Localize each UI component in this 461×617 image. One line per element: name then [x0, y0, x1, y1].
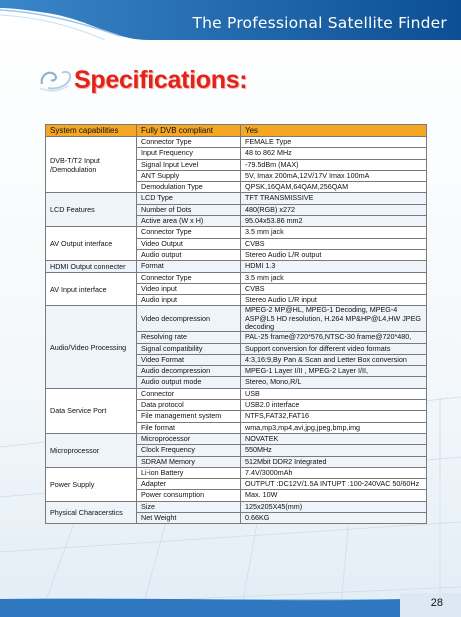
spec-value: 3.5 mm jack — [241, 272, 427, 283]
spec-parameter: Demodulation Type — [137, 182, 241, 193]
spec-value: wma,mp3,mp4,avi,jpg,jpeg,bmp,img — [241, 422, 427, 433]
spec-value: CVBS — [241, 283, 427, 294]
spec-value: Stereo Audio L/R input — [241, 295, 427, 306]
spec-parameter: Connector Type — [137, 227, 241, 238]
spec-parameter: Audio decompression — [137, 366, 241, 377]
spec-value: 125x205X45(mm) — [241, 501, 427, 512]
spec-parameter: Number of Dots — [137, 204, 241, 215]
spec-value: PAL-25 frame@720*576,NTSC-30 frame@720*480, — [241, 332, 427, 343]
table-header-cell: Yes — [241, 125, 427, 137]
banner-title: The Professional Satellite Finder — [192, 14, 447, 32]
specifications-table — [45, 124, 427, 524]
spec-value: 95.04x53.86 mm2 — [241, 216, 427, 227]
spec-value: 4:3,16:9,By Pan & Scan and Letter Box conversion — [241, 354, 427, 365]
spec-parameter: Audio output mode — [137, 377, 241, 388]
spec-value: HDMI 1.3 — [241, 261, 427, 272]
table-row — [46, 388, 427, 399]
spec-parameter: File management system — [137, 411, 241, 422]
spec-value: USB — [241, 388, 427, 399]
spec-parameter: Connector — [137, 388, 241, 399]
spec-value: MPEG-1 Layer I/II , MPEG-2 Layer I/II, — [241, 366, 427, 377]
table-row — [46, 193, 427, 204]
table-row — [46, 433, 427, 444]
spec-value: Support conversion for different video formats — [241, 343, 427, 354]
spec-parameter: Adapter — [137, 479, 241, 490]
spec-value: Stereo Audio L/R output — [241, 249, 427, 260]
spec-value: CVBS — [241, 238, 427, 249]
spec-parameter: Video decompression — [137, 306, 241, 332]
swirl-logo-icon — [38, 66, 74, 92]
spec-parameter: File format — [137, 422, 241, 433]
table-row — [46, 137, 427, 148]
spec-value: -79.5dBm (MAX) — [241, 159, 427, 170]
spec-value: 512Mbit DDR2 Integrated — [241, 456, 427, 467]
spec-parameter: Video Output — [137, 238, 241, 249]
spec-parameter: Audio input — [137, 295, 241, 306]
spec-parameter: Input Frequency — [137, 148, 241, 159]
spec-category: Power Supply — [46, 467, 137, 501]
page-number: 28 — [430, 597, 443, 609]
spec-value: 3.5 mm jack — [241, 227, 427, 238]
spec-category: AV Output interface — [46, 227, 137, 261]
section-title: Specifications: — [74, 66, 248, 94]
spec-value: QPSK,16QAM,64QAM,256QAM — [241, 182, 427, 193]
spec-parameter: Resolving rate — [137, 332, 241, 343]
spec-parameter: Audio output — [137, 249, 241, 260]
spec-value: 5V, Imax 200mA,12V/17V Imax 100mA — [241, 170, 427, 181]
spec-value: OUTPUT :DC12V/1.5A INTUPT :100-240VAC 50/60Hz — [241, 479, 427, 490]
spec-category: Physical Characerstics — [46, 501, 137, 524]
spec-category: Audio/Video Processing — [46, 306, 137, 388]
spec-parameter: SDRAM Memory — [137, 456, 241, 467]
table-header-row — [46, 125, 427, 137]
spec-parameter: Li-ion Battery — [137, 467, 241, 478]
spec-parameter: Data protocol — [137, 400, 241, 411]
spec-category: Microprocessor — [46, 433, 137, 467]
spec-parameter: Microprocessor — [137, 433, 241, 444]
table-row — [46, 261, 427, 272]
spec-value: Max. 10W — [241, 490, 427, 501]
footer-bar — [0, 593, 461, 617]
spec-category: DVB-T/T2 Input /Demodulation — [46, 137, 137, 193]
spec-value: 550MHz — [241, 445, 427, 456]
spec-value: 480(RGB) x272 — [241, 204, 427, 215]
spec-parameter: Video Format — [137, 354, 241, 365]
table-header-cell: Fully DVB compliant — [137, 125, 241, 137]
spec-value: 0.66KG — [241, 513, 427, 524]
table-row — [46, 306, 427, 332]
spec-value: 48 to 862 MHz — [241, 148, 427, 159]
spec-parameter: Active area (W x H) — [137, 216, 241, 227]
table-row — [46, 227, 427, 238]
spec-value: NOVATEK — [241, 433, 427, 444]
table-row — [46, 501, 427, 512]
spec-category: AV Input interface — [46, 272, 137, 306]
spec-value: Stereo, Mono,R/L — [241, 377, 427, 388]
spec-parameter: Signal compatibility — [137, 343, 241, 354]
spec-value: TFT TRANSMISSIVE — [241, 193, 427, 204]
spec-parameter: Signal Input Level — [137, 159, 241, 170]
spec-category: LCD Features — [46, 193, 137, 227]
spec-parameter: Format — [137, 261, 241, 272]
spec-value: NTFS,FAT32,FAT16 — [241, 411, 427, 422]
table-header-cell: System capabilities — [46, 125, 137, 137]
table-row — [46, 272, 427, 283]
spec-value: USB2.0 interface — [241, 400, 427, 411]
spec-parameter: Size — [137, 501, 241, 512]
spec-value: FEMALE Type — [241, 137, 427, 148]
spec-value: MPEG-2 MP@HL, MPEG-1 Decoding, MPEG-4 ASP@L5 HD resolution, H.264 MP&HP@L4,HW JPEG decoding — [241, 306, 427, 332]
spec-parameter: Net Weight — [137, 513, 241, 524]
spec-parameter: Connector Type — [137, 137, 241, 148]
spec-parameter: Clock Frequency — [137, 445, 241, 456]
spec-parameter: Power consumption — [137, 490, 241, 501]
spec-parameter: Video input — [137, 283, 241, 294]
spec-category: Data Service Port — [46, 388, 137, 433]
spec-category: HDMI Output connecter — [46, 261, 137, 272]
table-row — [46, 467, 427, 478]
spec-value: 7.4V/3000mAh — [241, 467, 427, 478]
spec-parameter: ANT Supply — [137, 170, 241, 181]
spec-parameter: Connector Type — [137, 272, 241, 283]
spec-parameter: LCD Type — [137, 193, 241, 204]
